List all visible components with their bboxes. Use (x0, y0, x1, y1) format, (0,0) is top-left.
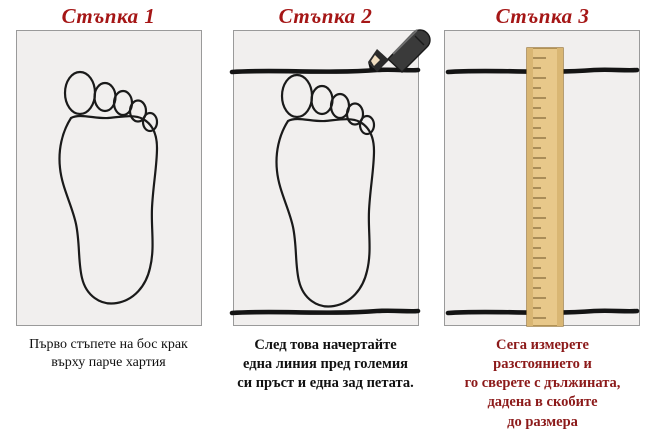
drawn-line-icon (232, 311, 418, 313)
step-3-caption: Сега измерете разстоянието и го сверете с дължината, дадена в скобите до размера (464, 337, 621, 430)
step-3-title: Стъпка 3 (495, 4, 590, 28)
step-1-title: Стъпка 1 (61, 4, 156, 28)
drawn-line-icon (232, 70, 418, 72)
step-2-caption: След това начертайте една линия пред големия си пръст и една зад петата. (237, 337, 414, 392)
foot-outline-icon (276, 75, 374, 306)
step-1-panel (0, 0, 217, 443)
ruler-icon (527, 48, 563, 326)
step-2-title: Стъпка 2 (278, 4, 373, 28)
step-2-panel (217, 0, 434, 443)
step-1-caption: Първо стъпете на бос крак върху парче хартия (29, 337, 188, 371)
pencil-icon (368, 30, 430, 72)
foot-outline-icon (59, 72, 157, 303)
step-3-panel (434, 0, 651, 443)
step-1-illustration (0, 0, 217, 443)
